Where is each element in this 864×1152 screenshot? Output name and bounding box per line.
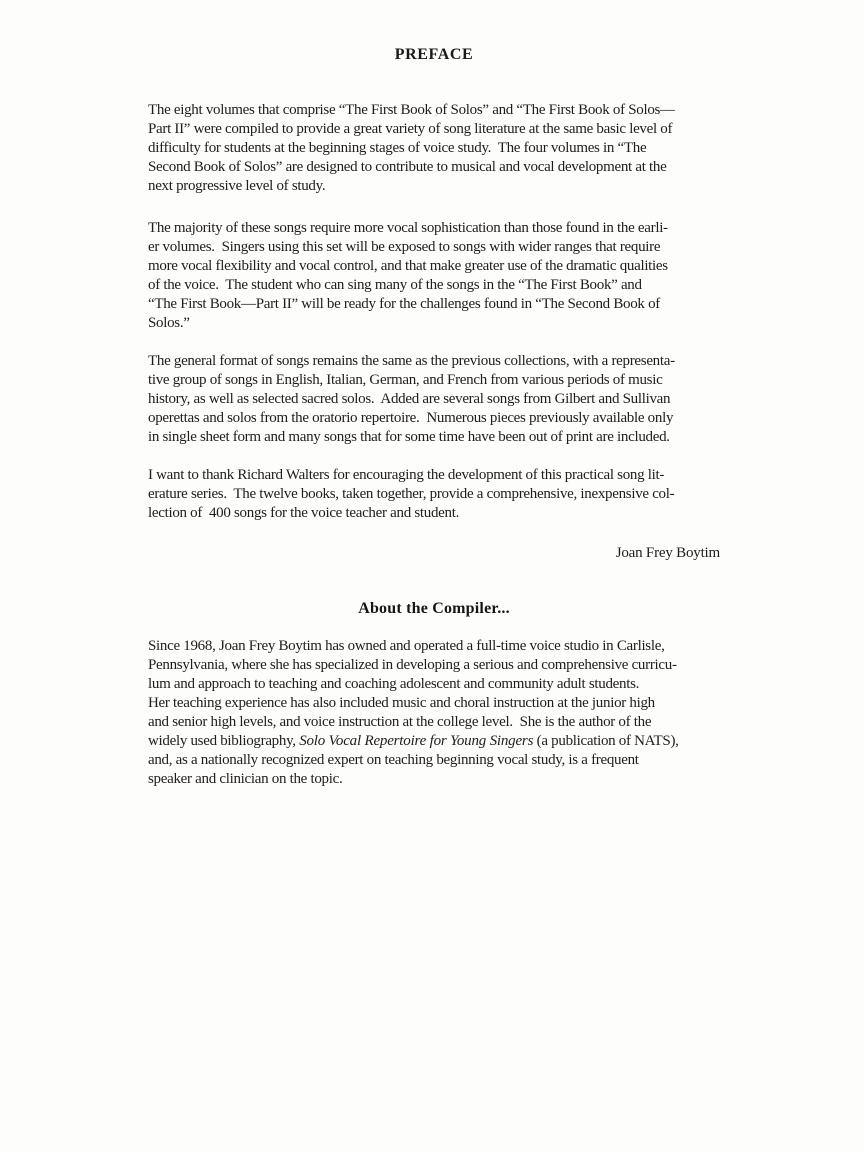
text-line: and, as a nationally recognized expert on teaching beginning vocal study, is a frequent: [148, 752, 639, 768]
text-line: The eight volumes that comprise “The First Book of Solos” and “The First Book of Solos—: [148, 102, 675, 118]
text-line: Her teaching experience has also included music and choral instruction at the junior high: [148, 695, 655, 711]
text-line: next progressive level of study.: [148, 178, 326, 194]
preface-paragraph-4: [148, 466, 788, 523]
text-line: in single sheet form and many songs that for some time have been out of print are included.: [148, 429, 670, 445]
preface-paragraph-2: [148, 219, 788, 333]
text-line: Since 1968, Joan Frey Boytim has owned and operated a full-time voice studio in Carlisle,: [148, 638, 665, 654]
text-line: speaker and clinician on the topic.: [148, 771, 343, 787]
text-line: Part II” were compiled to provide a great variety of song literature at the same basic level of: [148, 121, 673, 137]
text-line: and senior high levels, and voice instruction at the college level. She is the author of the: [148, 714, 652, 730]
preface-paragraph-1: [148, 101, 788, 196]
text-line: tive group of songs in English, Italian, German, and French from various periods of music: [148, 372, 663, 388]
text-line: I want to thank Richard Walters for encouraging the development of this practical song lit-: [148, 467, 665, 483]
text-segment: (a publication of NATS),: [533, 733, 679, 749]
text-line: The majority of these songs require more vocal sophistication than those found in the earli-: [148, 220, 668, 236]
text-line: “The First Book—Part II” will be ready for the challenges found in “The Second Book of: [148, 296, 660, 312]
about-compiler-paragraph: [148, 637, 788, 789]
text-line: erature series. The twelve books, taken together, provide a comprehensive, inexpensive col-: [148, 486, 675, 502]
text-line: difficulty for students at the beginning stages of voice study. The four volumes in “The: [148, 140, 647, 156]
text-line: Second Book of Solos” are designed to contribute to musical and vocal development at the: [148, 159, 667, 175]
text-line: operettas and solos from the oratorio repertoire. Numerous pieces previously available only: [148, 410, 674, 426]
text-line: lum and approach to teaching and coaching adolescent and community adult students.: [148, 676, 640, 692]
author-signature: Joan Frey Boytim: [615, 545, 720, 561]
preface-paragraph-3: [148, 352, 788, 447]
text-line: The general format of songs remains the same as the previous collections, with a representa-: [148, 353, 675, 369]
text-line: [148, 732, 788, 751]
page-title: PREFACE: [394, 46, 474, 63]
text-line: Pennsylvania, where she has specialized in developing a serious and comprehensive curricu-: [148, 657, 677, 673]
text-line: of the voice. The student who can sing many of the songs in the “The First Book” and: [148, 277, 642, 293]
text-line: history, as well as selected sacred solos. Added are several songs from Gilbert and Sullivan: [148, 391, 671, 407]
about-compiler-heading: About the Compiler...: [358, 600, 510, 617]
text-line: er volumes. Singers using this set will be exposed to songs with wider ranges that require: [148, 239, 661, 255]
text-segment: widely used bibliography,: [148, 733, 300, 749]
italic-book-title: Solo Vocal Repertoire for Young Singers: [299, 733, 534, 749]
text-line: lection of 400 songs for the voice teacher and student.: [148, 505, 460, 521]
text-line: more vocal flexibility and vocal control, and that make greater use of the dramatic qualities: [148, 258, 668, 274]
text-line: Solos.”: [148, 315, 190, 331]
